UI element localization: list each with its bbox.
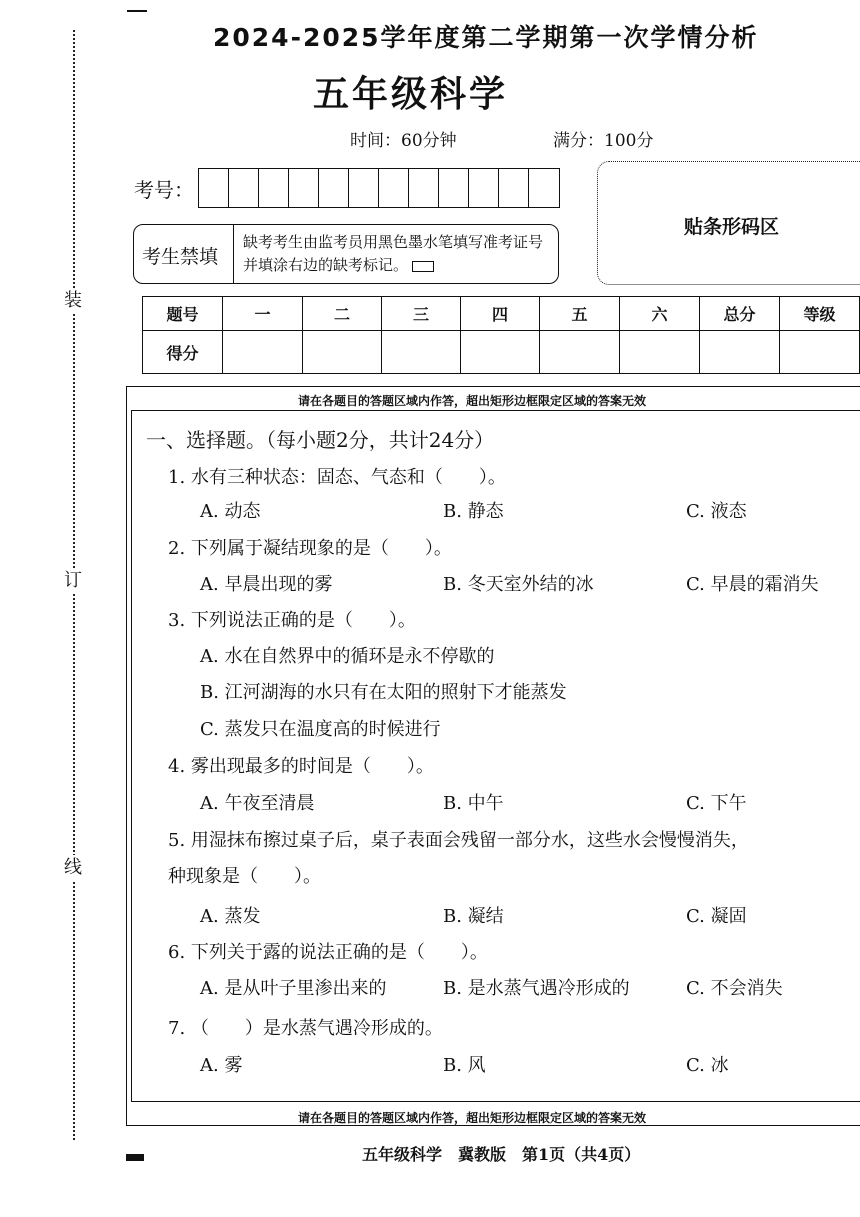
barcode-area	[597, 161, 860, 285]
option-c[interactable]: C. 早晨的霜消失	[686, 574, 819, 595]
score-cell[interactable]	[222, 331, 302, 374]
option-a[interactable]: A. 是从叶子里渗出来的	[200, 978, 387, 999]
barcode-label: 贴条形码区	[684, 216, 780, 238]
absent-mark-box[interactable]	[412, 261, 434, 272]
kaohao-digit-box[interactable]	[409, 169, 439, 207]
kaohao-digit-box[interactable]	[469, 169, 499, 207]
score-table	[142, 296, 860, 374]
option-b[interactable]: B. 江河湖海的水只有在太阳的照射下才能蒸发	[200, 682, 567, 703]
question-1: 1. 水有三种状态：固态、气态和（ ）。	[168, 467, 506, 488]
option-c[interactable]: C. 不会消失	[686, 978, 783, 999]
absent-divider	[233, 225, 234, 283]
kaohao-digit-box[interactable]	[439, 169, 469, 207]
subject-title: 五年级科学	[313, 73, 509, 115]
option-a[interactable]: A. 雾	[200, 1055, 243, 1076]
kaohao-boxes[interactable]	[198, 168, 560, 208]
header-cell: 五	[540, 297, 620, 331]
exam-title: 2024-2025学年度第二学期第一次学情分析	[213, 23, 759, 52]
question-7: 7. （ ）是水蒸气遇冷形成的。	[168, 1018, 443, 1039]
page-footer: 五年级科学 冀教版 第1页（共4页）	[362, 1145, 641, 1164]
question-5: 5. 用湿抹布擦过桌子后，桌子表面会残留一部分水，这些水会慢慢消失，	[168, 830, 749, 851]
option-c[interactable]: C. 冰	[686, 1055, 729, 1076]
kaohao-digit-box[interactable]	[199, 169, 229, 207]
option-c[interactable]: C. 蒸发只在温度高的时候进行	[200, 719, 441, 740]
option-a[interactable]: A. 早晨出现的雾	[200, 574, 333, 595]
notice-bottom: 请在各题目的答题区域内作答，超出矩形边框限定区域的答案无效	[298, 1111, 647, 1125]
score-table-score-row	[143, 331, 860, 374]
score-table-header-row	[143, 297, 860, 331]
question-4: 4. 雾出现最多的时间是（ ）。	[168, 756, 434, 777]
header-cell: 六	[620, 297, 700, 331]
score-cell[interactable]	[779, 331, 859, 374]
binding-char-ding: 订	[64, 568, 82, 594]
notice-top: 请在各题目的答题区域内作答，超出矩形边框限定区域的答案无效	[298, 394, 647, 408]
header-cell: 四	[461, 297, 540, 331]
row-label: 得分	[143, 331, 223, 374]
option-b[interactable]: B. 凝结	[443, 906, 504, 927]
kaohao-digit-box[interactable]	[289, 169, 319, 207]
score-cell[interactable]	[620, 331, 700, 374]
question-2: 2. 下列属于凝结现象的是（ ）。	[168, 538, 452, 559]
option-b[interactable]: B. 中午	[443, 793, 504, 814]
corner-mark	[127, 10, 147, 12]
kaohao-digit-box[interactable]	[349, 169, 379, 207]
absent-text: 缺考考生由监考员用黑色墨水笔填写准考证号并填涂右边的缺考标记。	[243, 233, 544, 274]
kaohao-digit-box[interactable]	[319, 169, 349, 207]
header-cell: 总分	[699, 297, 779, 331]
option-a[interactable]: A. 动态	[200, 501, 261, 522]
binding-char-zhuang: 装	[64, 288, 82, 314]
option-a[interactable]: A. 水在自然界中的循环是永不停歇的	[200, 646, 495, 667]
exam-time: 时间：60分钟	[350, 131, 457, 151]
question-6: 6. 下列关于露的说法正确的是（ ）。	[168, 942, 488, 963]
question-3: 3. 下列说法正确的是（ ）。	[168, 610, 416, 631]
option-a[interactable]: A. 午夜至清晨	[200, 793, 315, 814]
score-cell[interactable]	[540, 331, 620, 374]
option-b[interactable]: B. 冬天室外结的冰	[443, 574, 594, 595]
kaohao-digit-box[interactable]	[499, 169, 529, 207]
option-b[interactable]: B. 是水蒸气遇冷形成的	[443, 978, 630, 999]
header-cell: 三	[381, 297, 460, 331]
header-cell: 等级	[779, 297, 859, 331]
score-cell[interactable]	[699, 331, 779, 374]
option-b[interactable]: B. 静态	[443, 501, 504, 522]
header-cell: 题号	[143, 297, 223, 331]
header-cell: 二	[302, 297, 381, 331]
score-cell[interactable]	[461, 331, 540, 374]
kaohao-digit-box[interactable]	[529, 169, 559, 207]
kaohao-digit-box[interactable]	[259, 169, 289, 207]
kaohao-digit-box[interactable]	[229, 169, 259, 207]
option-c[interactable]: C. 液态	[686, 501, 747, 522]
header-cell: 一	[222, 297, 302, 331]
score-cell[interactable]	[302, 331, 381, 374]
absent-label: 考生禁填	[142, 246, 219, 268]
question-5-continued: 种现象是（ ）。	[168, 866, 321, 887]
kaohao-label: 考号：	[134, 178, 194, 202]
full-score: 满分：100分	[553, 131, 654, 151]
option-c[interactable]: C. 凝固	[686, 906, 747, 927]
option-c[interactable]: C. 下午	[686, 793, 747, 814]
footer-mark	[126, 1154, 144, 1161]
score-cell[interactable]	[381, 331, 460, 374]
option-a[interactable]: A. 蒸发	[200, 906, 261, 927]
section-title: 一、选择题。（每小题2分，共计24分）	[146, 428, 495, 452]
option-b[interactable]: B. 风	[443, 1055, 486, 1076]
absent-instruction	[243, 231, 553, 277]
kaohao-digit-box[interactable]	[379, 169, 409, 207]
absent-box	[133, 224, 559, 284]
binding-char-xian: 线	[64, 855, 82, 881]
